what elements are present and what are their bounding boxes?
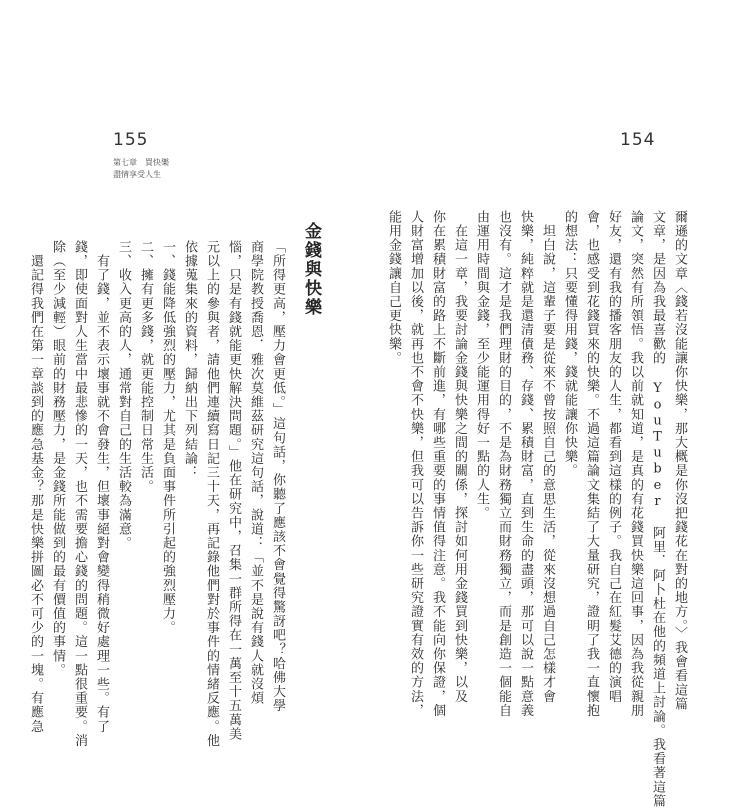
- text-column: 文章，是因為我最喜歡的 YouTuber 阿里．阿卜杜在他的頻道上討論。我看著這篇: [650, 210, 665, 808]
- chapter-label: 第七章: [113, 158, 137, 167]
- text-column: 你在累積財富的路上不斷前進，有哪些重要的事情值得注意。我不能向你保證，個: [430, 210, 445, 718]
- text-column: 除（至少減輕）眼前的財務壓力，是金錢所能做到的最有價值的事情。: [50, 240, 65, 678]
- text-column: 論文，突然有所領悟。我以前就知道，是真的有花錢買快樂這回事，因為我從親朋: [628, 210, 643, 718]
- text-column: 的想法：只要懂得用錢，錢就能讓你快樂。: [562, 210, 577, 478]
- text-column: 「所得更高，壓力會更低。」這句話，你聽了應該不會覺得驚訝吧？哈佛大學: [270, 240, 285, 713]
- text-column: 也沒有。這才是我們理財的目的，不是為財務獨立而財務獨立，而是創造一個能自: [496, 210, 511, 718]
- text-column: 由運用時間與金錢，至少能運用得好一點的人生。: [474, 210, 489, 521]
- text-column: 元以上的參與者，請他們連續寫日記三十天，再記錄他們對於事件的情緒反應。他: [204, 240, 219, 748]
- text-column: 會，也感受到花錢買來的快樂。不過這篇論文集結了大量研究，證明了我一直懷抱: [584, 210, 599, 718]
- section-title: 金錢與快樂: [301, 222, 321, 317]
- text-column: 有了錢，並不表示壞事就不會發生，但壞事絕對會變得稍微好處理一些。有了: [94, 240, 109, 734]
- text-column: 能用金錢讓自己更快樂。: [386, 210, 401, 366]
- page-number-right: 154: [620, 130, 656, 150]
- text-column: 商學院教授喬恩．雅次莫維茲研究這句話，說道：「並不是說有錢人就沒煩: [248, 240, 263, 706]
- list-item: 一、錢能降低強烈的壓力，尤其是負面事件所引起的強烈壓力。: [160, 240, 175, 635]
- chapter-title: 買快樂: [145, 158, 169, 167]
- list-item: 三、收入更高的人，通常對自己的生活較為滿意。: [116, 240, 131, 551]
- text-column: 惱，只是有錢就能更快解決問題。」他在研究中，召集一群所得在一萬至十五萬美: [226, 240, 241, 742]
- text-column: 錢，即使面對人生當中最悲慘的一天，也不需要擔心錢的問題。這一點很重要。消: [72, 240, 87, 748]
- running-header-chapter: [113, 157, 177, 168]
- text-column: 人財富增加以後，就再也不會不快樂，但我可以告訴你一些研究證實有效的方法，: [408, 210, 423, 718]
- text-column: 還記得我們在第一章談到的應急基金？那是快樂拼圖必不可少的一塊。有應急: [28, 240, 43, 734]
- text-column: 好友，還有我的播客朋友的人生，都看到這樣的例子。我自己在紅髮艾德的演唱: [606, 210, 621, 704]
- text-column: 坦白說，這輩子要是從來不曾按照自己的意思生活，從來沒想過自己怎樣才會: [540, 210, 555, 704]
- text-column: 快樂，純粹就是還清債務、存錢、累積財富，直到生命的盡頭，那可以說一點意義: [518, 210, 533, 718]
- text-column: 爾遜的文章〈錢若沒能讓你快樂，那大概是你沒把錢花在對的地方。〉我會看這篇: [672, 210, 687, 712]
- running-header-subtitle: 盡情享受人生: [113, 170, 161, 179]
- text-column: 依據蒐集來的資料，歸納出下列結論：: [182, 240, 197, 480]
- text-column: 在這一章，我要討論金錢與快樂之間的關係，探討如何用金錢買到快樂，以及: [452, 210, 467, 704]
- list-item: 二、擁有更多錢，就更能控制日常生活。: [138, 240, 153, 494]
- page-number-left: 155: [113, 130, 149, 150]
